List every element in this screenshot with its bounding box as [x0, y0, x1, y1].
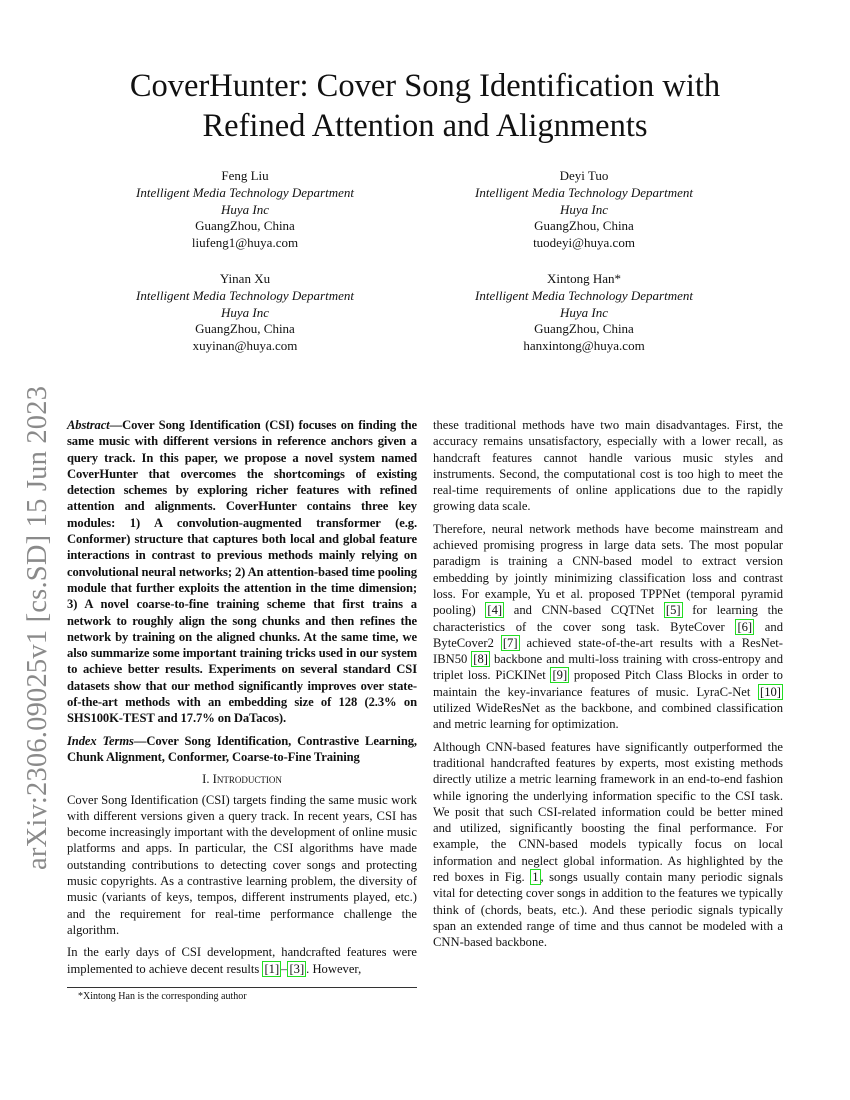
- author-org: Huya Inc: [220, 304, 269, 320]
- intro-paragraphs: [67, 792, 417, 977]
- title-line: Refined Attention and Alignments: [202, 108, 648, 144]
- arxiv-stamp: arXiv:2306.09025v1 [cs.SD] 15 Jun 2023: [22, 385, 53, 870]
- author-name: Deyi Tuo: [559, 168, 609, 183]
- citation-link[interactable]: [3]: [289, 961, 305, 976]
- author-email: tuodeyi@huya.com: [533, 235, 635, 251]
- paragraph-text: Although CNN-based features have significantly outperformed the traditional handcrafted features by experts, most existing methods directly utilize a metric learning framework in an end-to-end fashion while ignoring the underlying information specific to the CSI task. We posit that such CSI-related information could be better mined and utilized, significantly boosting the final performance. For example, the CNN-based models typically focus on local information and neglect global information. As highlighted by the red boxes in Fig.: [433, 739, 783, 885]
- abstract-label: Abstract: [67, 418, 110, 432]
- paper-title: [0, 66, 850, 146]
- author-location: GuangZhou, China: [195, 321, 295, 337]
- author-block: [424, 168, 744, 252]
- citation-link[interactable]: [10]: [760, 684, 781, 699]
- paragraph: [433, 417, 783, 515]
- paragraph-text: In the early days of CSI development, handcrafted features were implemented to achieve decent results: [67, 945, 417, 976]
- section-heading: I. Introduction: [202, 772, 282, 787]
- citation-link[interactable]: [8]: [473, 652, 488, 667]
- author-email: liufeng1@huya.com: [191, 235, 299, 251]
- paragraph-text: Therefore, neural network methods have become mainstream and achieved promising progress in large data sets. The most popular paradigm is training a CNN-based model to extract version embedding by jointly minimizing classification loss and contrast loss. For example, Yu et al. proposed TPPNet (temporal pyramid pooling): [433, 521, 783, 618]
- paragraph-text: Cover Song Identification (CSI) targets finding the same music work with different versions given a query track. In recent years, CSI has become increasingly important with the development of online music platforms and apps. In particular, the CSI algorithms have made outstanding contributions to detecting cover songs and protecting music copyrights. As a contrastive learning problem, the diversity of music (variants of keys, tempos, different instruments played, etc.) and the requirement for real-time performance challenge the algorithm.: [67, 792, 417, 937]
- title-line: CoverHunter: Cover Song Identification with: [129, 68, 721, 104]
- author-location: GuangZhou, China: [195, 218, 295, 234]
- citation-link[interactable]: [7]: [502, 635, 518, 650]
- left-column: [67, 417, 417, 1003]
- author-name: Feng Liu: [221, 168, 269, 183]
- paragraph-text: . However,: [306, 961, 362, 976]
- author-email: xuyinan@huya.com: [192, 338, 298, 354]
- paragraph-text: and ByteCover2: [433, 619, 783, 650]
- author-dept: Intelligent Media Technology Department: [136, 184, 354, 200]
- paragraph-text: for learning the characteristics of the cover song task. ByteCover: [433, 603, 784, 634]
- paragraph-text: achieved state-of-the-art results with a ResNet-IBN50: [433, 635, 783, 667]
- author-dept: Intelligent Media Technology Department: [475, 184, 693, 200]
- author-dept: Intelligent Media Technology Department: [475, 287, 693, 303]
- paragraph-text: these traditional methods have two main disadvantages. First, the accuracy remains unsatisfactory, especially with a lower recall, as handcraft features cannot handle various music styles and instruments. Second, the computational cost is too high to meet the real-time requirements of online applications due to the rapidly growing data scale.: [433, 418, 783, 514]
- paragraph-text: backbone and multi-loss training with cross-entropy and triplet loss. PiCKINet: [433, 652, 783, 683]
- author-name: Xintong Han*: [546, 271, 622, 286]
- author-block: [85, 271, 405, 355]
- author-location: GuangZhou, China: [534, 218, 634, 234]
- author-org: Huya Inc: [220, 201, 269, 217]
- author-email: hanxintong@huya.com: [523, 338, 645, 354]
- author-block: [424, 271, 744, 355]
- citation-link[interactable]: [1]: [264, 961, 280, 976]
- citation-link[interactable]: 1: [532, 870, 539, 885]
- paragraph-text: proposed Pitch Class Blocks in order to maintain the key-invariance features of music. LyraC-Net: [433, 668, 783, 699]
- abstract: [67, 417, 417, 727]
- abstract-text: —Cover Song Identification (CSI) focuses on finding the same music with different versions in reference anchors given a query track. In this paper, we propose a novel system named CoverHunter that overcomes the shortcomings of existing detection schemes by exploring richer features with refined attention and alignments. CoverHunter contains three key modules: 1) A convolution-augmented transformer (e.g. Conformer) structure that captures both local and global feature interactions in contrast to previous methods mainly relying on convolutional neural networks; 2) An attention-based time pooling module that further exploits the attention in the time dimension; 3) A novel coarse-to-fine training scheme that first trains a network to roughly align the song chunks and then refines the network by training on the aligned chunks. At the same time, we also summarize some important training tricks used in our system to achieve better results. Experiments on several standard CSI datasets show that our method significantly improves over state-of-the-art methods with an embedding size of 128 (2.3% on SHS100K-TEST and 17.7% on DaTacos).: [67, 418, 417, 726]
- paragraph-text: , songs usually contain many periodic signals vital for detecting cover songs in addition to the features we typically think of (chords, beats, etc.). And these periodic signals typically span an extended range of time and thus cannot be modeled with a CNN-based backbone.: [433, 870, 783, 950]
- footnote-divider: [67, 987, 417, 988]
- paragraph: [67, 944, 417, 977]
- index-terms-label: Index Terms: [67, 733, 134, 748]
- index-terms: [67, 733, 417, 766]
- paragraph: [433, 739, 783, 951]
- author-org: Huya Inc: [559, 304, 608, 320]
- paragraph-text: and CNN-based CQTNet: [504, 603, 664, 618]
- paragraph: [433, 521, 783, 733]
- footnote: *Xintong Han is the corresponding author: [78, 990, 247, 1002]
- body-paragraphs: [433, 417, 783, 951]
- paragraph: [67, 792, 417, 939]
- right-column: [433, 417, 783, 957]
- citation-link[interactable]: [5]: [665, 603, 681, 618]
- author-org: Huya Inc: [559, 201, 608, 217]
- author-dept: Intelligent Media Technology Department: [136, 287, 354, 303]
- citation-link[interactable]: [4]: [487, 603, 503, 618]
- paragraph-text: utilized WideResNet as the backbone, and combined classification and metric learning for optimization.: [433, 701, 783, 732]
- paragraph-text: –: [281, 961, 288, 976]
- author-block: [85, 168, 405, 252]
- citation-link[interactable]: [9]: [552, 668, 568, 683]
- author-name: Yinan Xu: [219, 271, 271, 286]
- citation-link[interactable]: [6]: [737, 619, 753, 634]
- author-location: GuangZhou, China: [534, 321, 634, 337]
- index-terms-text: —Cover Song Identification, Contrastive Learning, Chunk Alignment, Conformer, Coarse-to-Fine Training: [67, 733, 417, 764]
